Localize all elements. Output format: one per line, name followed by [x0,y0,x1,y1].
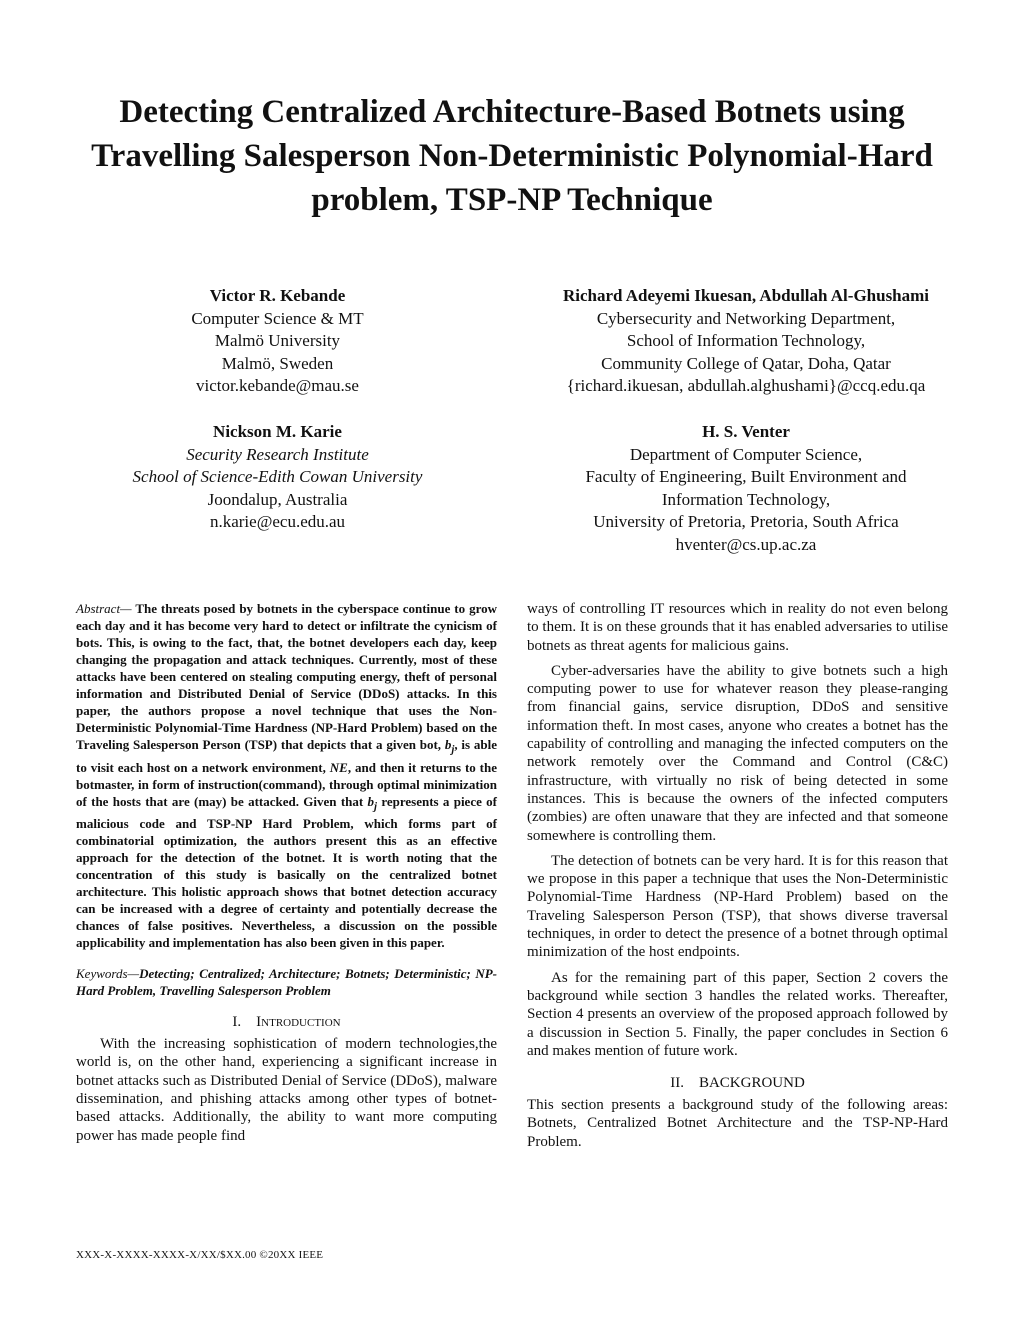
author-affiliation: University of Pretoria, Pretoria, South Africa [593,512,899,531]
author-affiliation: Community College of Qatar, Doha, Qatar [601,353,891,373]
variable-subscript: j [451,743,455,756]
abstract-text: , and then it returns to the botmaster, in form of instruction(command), through optimal minimization of the hosts that are (may) be attacked. Given that [76,759,497,809]
abstract-label: Abstract— [76,601,132,616]
keywords-label: Keywords— [76,966,140,982]
author-affiliation: Cybersecurity and Networking Department, [596,308,896,328]
author-email: {richard.ikuesan, abdullah.alghushami}@ccq.edu.qa [566,376,926,395]
abstract-text: represents a piece of malicious code and TSP-NP Hard Problem, which forms part of combinatorial optimization, the authors present this as an effective approach for the detection of the botnet. It is worth noting that the concentration of this study is basically on the centralized botnet architecture. This holistic approach shows that botnet detection accuracy can be increased with a degree of certainty and potentially decrease the chances of false positives. Nevertheless, a discussion on the possible applicability and implementation has also been given in this paper. [76,793,497,951]
abstract-text: , is able to visit each host on a network environment, [76,737,497,775]
author-affiliation: Joondalup, Australia [207,489,348,509]
variable-b: b [444,737,452,752]
left-column [76,600,497,1145]
section-number: I. [232,1014,242,1031]
section-number: II. [670,1075,684,1092]
variable-subscript: j [374,800,378,813]
author-name: Victor R. Kebande [209,286,346,305]
author-affiliation: School of Information Technology, [626,331,866,350]
variable-bj [444,737,455,756]
right-column [527,600,948,1151]
author-affiliation: Faculty of Engineering, Built Environment and [585,467,907,486]
abstract-text: The threats posed by botnets in the cyberspace continue to grow each day and it has become very hard to detect or infiltrate the cynicism of bots. This, is owing to the fact, that, the botnet developers each day, keep changing the propagation and attack techniques. Currently, most of these attacks have been centered on stealing computing energy, theft of personal information and Distributed Denial of Service (DDoS) attacks. In this paper, the authors propose a novel technique that uses the Non-Deterministic Polynomial-Time Hardness (NP-Hard Problem) based on the Traveling Salesperson Person (TSP) that depicts that a given bot, [76,601,497,752]
title-line: problem, TSP-NP Technique [311,182,713,218]
copyright-footer: XXX-X-XXXX-XXXX-X/XX/$XX.00 ©20XX IEEE [76,1249,324,1261]
variable-b: b [367,793,375,809]
section-title: BACKGROUND [698,1075,805,1092]
author-block-karie [100,421,455,534]
paragraph: With the increasing sophistication of modern technologies,the world is, on the other hand, experiencing a significant increase in botnet attacks such as Distributed Denial of Service (DDoS), malware dissemination, and phishing attacks among other types of botnet-based attacks. Additionally, the ability to want more computing power has made people find [76,1036,497,1144]
keywords [76,965,497,999]
author-affiliation: Information Technology, [661,489,831,509]
variable-bj [367,793,378,813]
author-affiliation: School of Science-Edith Cowan University [132,467,423,486]
paragraph: Cyber-adversaries have the ability to give botnets such a high computing power to use for whatever reason they please-ranging from financial gains, service disruption, DDoS and sensitive information theft. In most cases, anyone who creates a botnet has the capability of controlling and managing the infected computers on the network remotely over the Command and Control (C&C) infrastructure, with virtually no risk of being detected in some instances. This is because the owners of the infected computers (zombies) are often unaware that they are infected and that someone somewhere is controlling them. [527,662,948,844]
paragraph: As for the remaining part of this paper, Section 2 covers the background while section 3 handles the related works. Thereafter, Section 4 presents an overview of the proposed approach followed by a discussion in Section 5. Finally, the paper concludes in Section 6 and makes mention of future work. [527,969,948,1059]
title-line: Travelling Salesperson Non-Deterministic Polynomial-Hard [91,138,933,174]
author-name: H. S. Venter [702,422,790,441]
author-affiliation: Department of Computer Science, [629,444,863,464]
title-line: Detecting Centralized Architecture-Based Botnets using [119,94,905,130]
author-affiliation: Malmö, Sweden [221,353,334,373]
author-email: n.karie@ecu.edu.au [209,512,346,531]
author-affiliation: Security Research Institute [186,444,369,464]
author-block-venter [512,421,980,556]
author-email: hventer@cs.up.ac.za [675,534,817,554]
paragraph: This section presents a background study of the following areas: Botnets, Centralized Botnet Architecture and the TSP-NP-Hard Problem. [527,1097,948,1150]
paragraph: ways of controlling IT resources which in reality do not even belong to them. It is on these grounds that it has enabled adversaries to utilise botnets as threat agents for malicious gains. [527,601,948,654]
section-title: Introduction [256,1014,341,1031]
paper-title [60,90,964,222]
section-heading-background [527,1073,948,1093]
keywords-text: Detecting; Centralized; Architecture; Botnets; Deterministic; NP-Hard Problem, Travelling Salesperson Problem [76,966,497,999]
paragraph: The detection of botnets can be very hard. It is for this reason that we propose in this paper a technique that uses the Non-Deterministic Polynomial-Time Hardness (NP-Hard Problem) based on the Traveling Salesperson Person (TSP), that shows diverse traversal techniques, in order to detect the presence of a botnet through optimal minimization of the host endpoints. [527,852,948,961]
abstract [76,600,497,951]
author-affiliation: Malmö University [214,331,341,350]
author-block-kebande [100,285,455,398]
variable-ne: NE [329,759,348,775]
author-email: victor.kebande@mau.se [196,376,359,395]
section-heading-introduction [76,1012,497,1032]
author-name: Nickson M. Karie [213,422,342,441]
author-affiliation: Computer Science & MT [191,308,364,328]
author-block-ikuesan [512,285,980,398]
author-name: Richard Adeyemi Ikuesan, Abdullah Al-Ghushami [562,286,930,305]
